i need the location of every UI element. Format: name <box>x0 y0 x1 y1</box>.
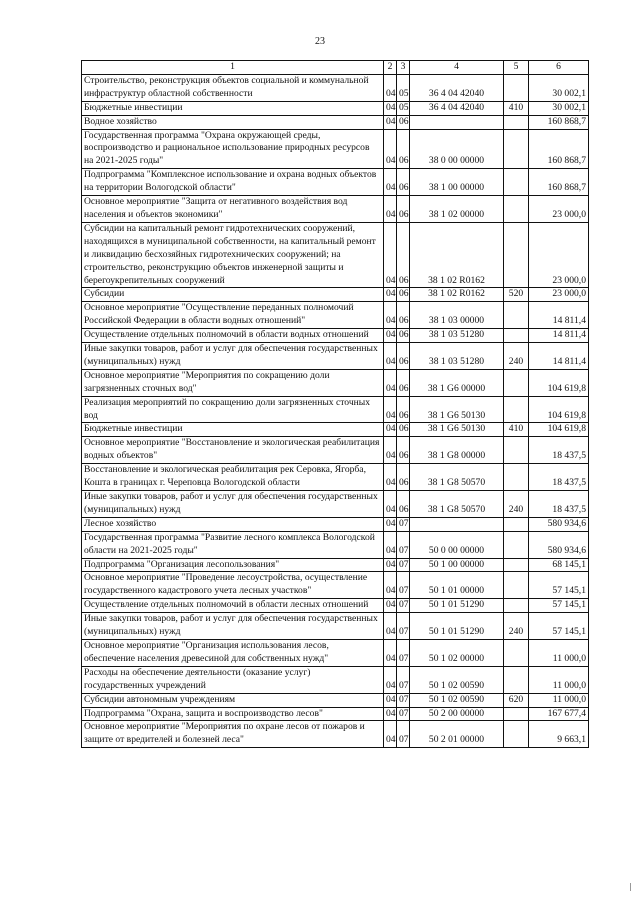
row-expense-type <box>504 599 529 613</box>
row-amount: 57 145,1 <box>529 613 589 640</box>
row-target-article: 38 1 G8 50570 <box>410 491 504 518</box>
budget-table <box>81 60 589 748</box>
row-section: 04 <box>384 101 397 115</box>
row-subsection: 06 <box>397 464 410 491</box>
row-name: Осуществление отдельных полномочий в области водных отношений <box>82 329 384 343</box>
row-name: Восстановление и экологическая реабилитация рек Серовка, Ягорба, Кошта в границах г. Череповца Вологодской области <box>82 464 384 491</box>
row-expense-type <box>504 707 529 721</box>
table-row <box>82 613 589 640</box>
row-section: 04 <box>384 531 397 558</box>
table-row <box>82 396 589 423</box>
row-subsection: 07 <box>397 599 410 613</box>
table-row <box>82 558 589 572</box>
row-amount: 160 868,7 <box>529 115 589 129</box>
header-col-expense-type: 5 <box>504 61 529 75</box>
row-name: Государственная программа "Охрана окружающей среды, воспроизводство и рациональное использование природных ресурсов на 2021-2025 годы" <box>82 129 384 169</box>
row-expense-type <box>504 721 529 748</box>
row-name: Основное мероприятие "Проведение лесоустройства, осуществление государственного кадастрового учета лесных участков" <box>82 572 384 599</box>
row-amount: 11 000,0 <box>529 693 589 707</box>
row-section: 04 <box>384 666 397 693</box>
row-section: 04 <box>384 693 397 707</box>
row-target-article: 50 1 00 00000 <box>410 558 504 572</box>
row-target-article <box>410 115 504 129</box>
row-amount: 104 619,8 <box>529 369 589 396</box>
row-target-article: 50 1 02 00000 <box>410 639 504 666</box>
row-section: 04 <box>384 517 397 531</box>
row-expense-type: 410 <box>504 423 529 437</box>
table-row <box>82 74 589 101</box>
table-body <box>82 74 589 747</box>
row-expense-type: 240 <box>504 343 529 370</box>
row-expense-type <box>504 129 529 169</box>
header-col-section: 2 <box>384 61 397 75</box>
row-amount: 9 663,1 <box>529 721 589 748</box>
row-expense-type <box>504 396 529 423</box>
row-target-article: 50 1 01 00000 <box>410 572 504 599</box>
row-target-article: 36 4 04 42040 <box>410 101 504 115</box>
row-subsection: 06 <box>397 115 410 129</box>
row-expense-type <box>504 558 529 572</box>
row-amount: 160 868,7 <box>529 129 589 169</box>
row-amount: 580 934,6 <box>529 531 589 558</box>
row-section: 04 <box>384 639 397 666</box>
row-expense-type <box>504 74 529 101</box>
row-subsection: 05 <box>397 101 410 115</box>
row-target-article: 38 1 03 51280 <box>410 329 504 343</box>
header-col-name: 1 <box>82 61 384 75</box>
row-name: Иные закупки товаров, работ и услуг для обеспечения государственных (муниципальных) нужд <box>82 343 384 370</box>
row-target-article: 36 4 04 42040 <box>410 74 504 101</box>
table-row <box>82 639 589 666</box>
row-subsection: 06 <box>397 196 410 223</box>
row-amount: 23 000,0 <box>529 196 589 223</box>
row-subsection: 06 <box>397 491 410 518</box>
row-section: 04 <box>384 491 397 518</box>
table-row <box>82 599 589 613</box>
row-amount: 14 811,4 <box>529 302 589 329</box>
row-target-article: 38 1 G6 50130 <box>410 423 504 437</box>
row-target-article: 50 2 01 00000 <box>410 721 504 748</box>
row-expense-type <box>504 329 529 343</box>
table-row <box>82 572 589 599</box>
row-target-article: 50 1 02 00590 <box>410 666 504 693</box>
table-row <box>82 437 589 464</box>
row-amount: 68 145,1 <box>529 558 589 572</box>
table-row <box>82 531 589 558</box>
row-subsection: 06 <box>397 369 410 396</box>
table-row <box>82 329 589 343</box>
row-subsection: 07 <box>397 572 410 599</box>
row-amount: 57 145,1 <box>529 572 589 599</box>
row-amount: 18 437,5 <box>529 464 589 491</box>
row-amount: 14 811,4 <box>529 343 589 370</box>
row-section: 04 <box>384 222 397 288</box>
row-name: Водное хозяйство <box>82 115 384 129</box>
row-name: Лесное хозяйство <box>82 517 384 531</box>
row-expense-type: 410 <box>504 101 529 115</box>
row-subsection: 05 <box>397 74 410 101</box>
row-amount: 167 677,4 <box>529 707 589 721</box>
row-expense-type <box>504 666 529 693</box>
row-amount: 30 002,1 <box>529 101 589 115</box>
row-section: 04 <box>384 721 397 748</box>
table-row <box>82 423 589 437</box>
table-row <box>82 196 589 223</box>
row-target-article: 38 1 03 00000 <box>410 302 504 329</box>
header-col-amount: 6 <box>529 61 589 75</box>
row-amount: 160 868,7 <box>529 169 589 196</box>
row-section: 04 <box>384 74 397 101</box>
row-target-article: 38 1 G6 00000 <box>410 369 504 396</box>
row-expense-type <box>504 639 529 666</box>
row-section: 04 <box>384 329 397 343</box>
row-amount: 23 000,0 <box>529 288 589 302</box>
row-name: Подпрограмма "Организация лесопользования" <box>82 558 384 572</box>
row-section: 04 <box>384 613 397 640</box>
row-section: 04 <box>384 343 397 370</box>
row-subsection: 07 <box>397 613 410 640</box>
row-section: 04 <box>384 169 397 196</box>
row-expense-type <box>504 437 529 464</box>
row-amount: 104 619,8 <box>529 396 589 423</box>
header-col-subsection: 3 <box>397 61 410 75</box>
row-section: 04 <box>384 288 397 302</box>
row-target-article: 50 1 01 51290 <box>410 599 504 613</box>
table-row <box>82 129 589 169</box>
row-subsection: 07 <box>397 666 410 693</box>
row-name: Осуществление отдельных полномочий в области лесных отношений <box>82 599 384 613</box>
row-section: 04 <box>384 464 397 491</box>
row-subsection: 06 <box>397 423 410 437</box>
page-number: 23 <box>315 36 325 47</box>
row-expense-type: 620 <box>504 693 529 707</box>
row-expense-type <box>504 572 529 599</box>
row-subsection: 07 <box>397 531 410 558</box>
row-expense-type <box>504 464 529 491</box>
table-row <box>82 169 589 196</box>
row-section: 04 <box>384 437 397 464</box>
row-target-article: 50 0 00 00000 <box>410 531 504 558</box>
row-subsection: 06 <box>397 302 410 329</box>
row-subsection: 07 <box>397 721 410 748</box>
row-section: 04 <box>384 396 397 423</box>
table-row <box>82 222 589 288</box>
row-target-article: 38 0 00 00000 <box>410 129 504 169</box>
row-subsection: 07 <box>397 707 410 721</box>
row-amount: 11 000,0 <box>529 666 589 693</box>
row-subsection: 06 <box>397 437 410 464</box>
table-row <box>82 343 589 370</box>
row-subsection: 06 <box>397 222 410 288</box>
table-row <box>82 288 589 302</box>
row-name: Подпрограмма "Комплексное использование и охрана водных объектов на территории Вологодской области" <box>82 169 384 196</box>
row-target-article: 38 1 G6 50130 <box>410 396 504 423</box>
row-amount: 11 000,0 <box>529 639 589 666</box>
table-row <box>82 464 589 491</box>
row-expense-type <box>504 302 529 329</box>
row-section: 04 <box>384 572 397 599</box>
row-expense-type: 520 <box>504 288 529 302</box>
row-amount: 30 002,1 <box>529 74 589 101</box>
row-subsection: 06 <box>397 129 410 169</box>
row-name: Расходы на обеспечение деятельности (оказание услуг) государственных учреждений <box>82 666 384 693</box>
row-subsection: 06 <box>397 288 410 302</box>
row-name: Основное мероприятие "Защита от негативного воздействия вод населения и объектов экономики" <box>82 196 384 223</box>
row-target-article: 38 1 G8 50570 <box>410 464 504 491</box>
row-expense-type: 240 <box>504 613 529 640</box>
row-amount: 14 811,4 <box>529 329 589 343</box>
row-target-article: 38 1 02 00000 <box>410 196 504 223</box>
row-name: Основное мероприятие "Мероприятия по сокращению доли загрязненных сточных вод" <box>82 369 384 396</box>
table-row <box>82 491 589 518</box>
row-name: Субсидии автономным учреждениям <box>82 693 384 707</box>
row-section: 04 <box>384 558 397 572</box>
row-target-article: 38 1 02 R0162 <box>410 288 504 302</box>
row-section: 04 <box>384 707 397 721</box>
row-name: Государственная программа "Развитие лесного комплекса Вологодской области на 2021-2025 годы" <box>82 531 384 558</box>
row-name: Основное мероприятие "Мероприятия по охране лесов от пожаров и защите от вредителей и болезней леса" <box>82 721 384 748</box>
row-amount: 57 145,1 <box>529 599 589 613</box>
row-section: 04 <box>384 423 397 437</box>
row-target-article: 50 2 00 00000 <box>410 707 504 721</box>
table-row <box>82 517 589 531</box>
row-subsection: 06 <box>397 169 410 196</box>
row-name: Основное мероприятие "Осуществление переданных полномочий Российской Федерации в области водных отношений" <box>82 302 384 329</box>
row-section: 04 <box>384 302 397 329</box>
row-expense-type <box>504 531 529 558</box>
row-amount: 580 934,6 <box>529 517 589 531</box>
row-expense-type: 240 <box>504 491 529 518</box>
row-name: Основное мероприятие "Восстановление и экологическая реабилитация водных объектов" <box>82 437 384 464</box>
row-expense-type <box>504 517 529 531</box>
table-row <box>82 666 589 693</box>
row-name: Основное мероприятие "Организация использования лесов, обеспечение населения древесиной для собственных нужд" <box>82 639 384 666</box>
table-row <box>82 302 589 329</box>
row-subsection: 06 <box>397 343 410 370</box>
header-col-target-article: 4 <box>410 61 504 75</box>
row-target-article: 50 1 01 51290 <box>410 613 504 640</box>
row-expense-type <box>504 369 529 396</box>
row-subsection: 07 <box>397 558 410 572</box>
table-row <box>82 101 589 115</box>
table-row <box>82 369 589 396</box>
row-name: Бюджетные инвестиции <box>82 423 384 437</box>
row-name: Субсидии <box>82 288 384 302</box>
row-expense-type <box>504 222 529 288</box>
row-amount: 18 437,5 <box>529 437 589 464</box>
row-subsection: 07 <box>397 639 410 666</box>
row-subsection: 06 <box>397 329 410 343</box>
row-amount: 18 437,5 <box>529 491 589 518</box>
row-name: Субсидии на капитальный ремонт гидротехнических сооружений, находящихся в муниципальной собственности, на капитальный ремонт и ликвидацию бесхозяйных гидротехнических сооружений; на строительство, реконструкцию объектов инженерной защиты и берегоукрепительных сооружений <box>82 222 384 288</box>
row-name: Строительство, реконструкция объектов социальной и коммунальной инфраструктур областной собственности <box>82 74 384 101</box>
row-target-article <box>410 517 504 531</box>
row-name: Реализация мероприятий по сокращению доли загрязненных сточных вод <box>82 396 384 423</box>
edge-mark <box>630 883 631 891</box>
row-target-article: 38 1 03 51280 <box>410 343 504 370</box>
row-name: Иные закупки товаров, работ и услуг для обеспечения государственных (муниципальных) нужд <box>82 613 384 640</box>
row-amount: 23 000,0 <box>529 222 589 288</box>
row-section: 04 <box>384 196 397 223</box>
table-row <box>82 693 589 707</box>
row-section: 04 <box>384 129 397 169</box>
row-subsection: 07 <box>397 693 410 707</box>
row-target-article: 38 1 G8 00000 <box>410 437 504 464</box>
row-expense-type <box>504 196 529 223</box>
row-expense-type <box>504 115 529 129</box>
table-row <box>82 115 589 129</box>
table-row <box>82 707 589 721</box>
table-header-row <box>82 61 589 75</box>
row-name: Бюджетные инвестиции <box>82 101 384 115</box>
row-target-article: 38 1 00 00000 <box>410 169 504 196</box>
row-subsection: 06 <box>397 396 410 423</box>
row-target-article: 38 1 02 R0162 <box>410 222 504 288</box>
row-name: Подпрограмма "Охрана, защита и воспроизводство лесов" <box>82 707 384 721</box>
row-expense-type <box>504 169 529 196</box>
row-subsection: 07 <box>397 517 410 531</box>
row-section: 04 <box>384 369 397 396</box>
table-row <box>82 721 589 748</box>
row-section: 04 <box>384 115 397 129</box>
row-target-article: 50 1 02 00590 <box>410 693 504 707</box>
row-section: 04 <box>384 599 397 613</box>
row-name: Иные закупки товаров, работ и услуг для обеспечения государственных (муниципальных) нужд <box>82 491 384 518</box>
row-amount: 104 619,8 <box>529 423 589 437</box>
